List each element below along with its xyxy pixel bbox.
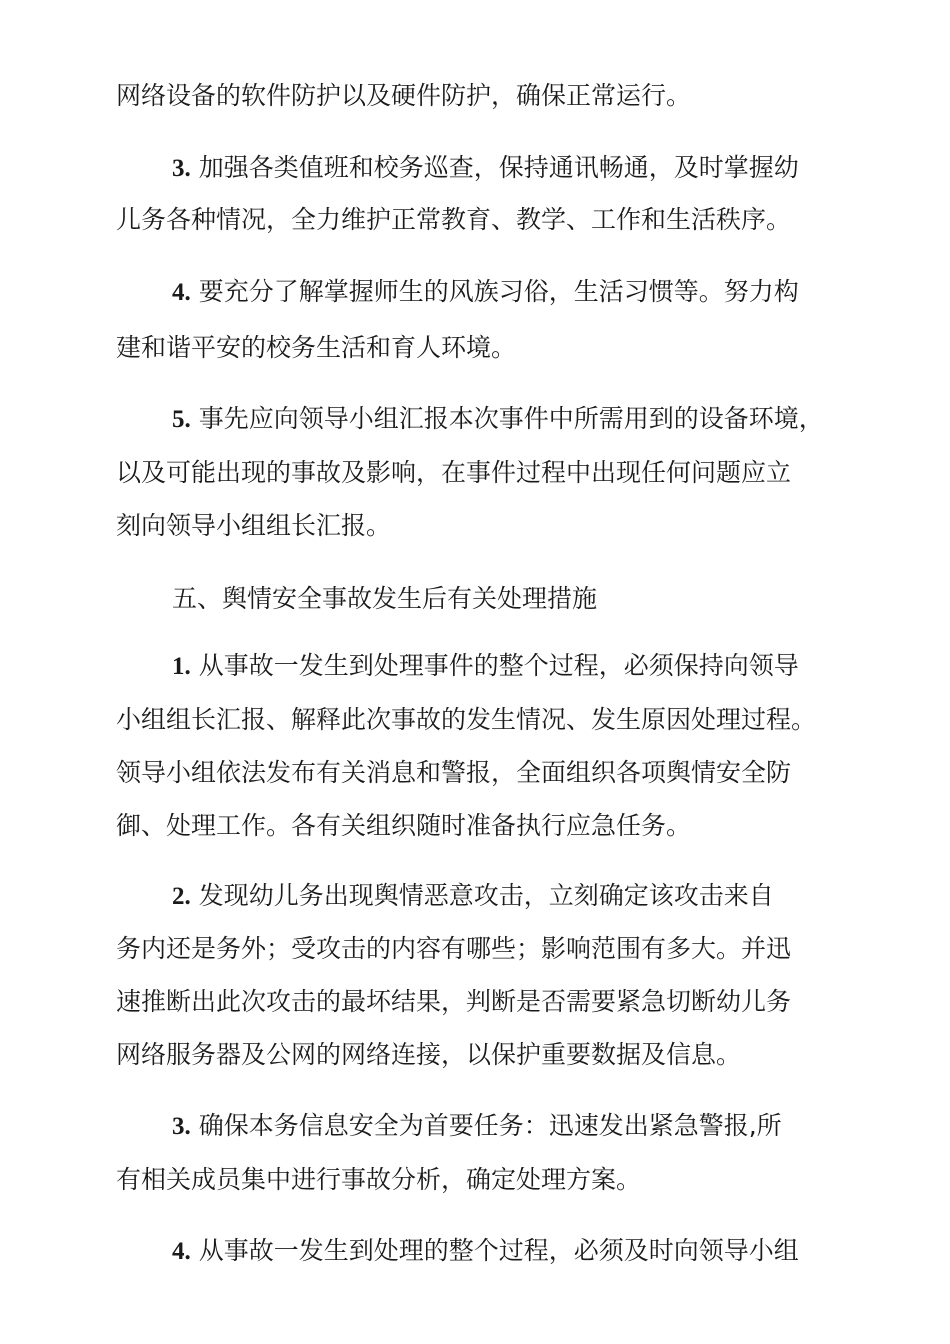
item-number: 3.	[172, 155, 191, 182]
paragraph-line: 有相关成员集中进行事故分析，确定处理方案。	[116, 1165, 642, 1194]
item-number: 5.	[172, 406, 191, 433]
list-item-line	[172, 1234, 799, 1269]
item-number: 3.	[172, 1113, 191, 1140]
paragraph-text: 发现幼儿务出现舆情恶意攻击，立刻确定该攻击来自	[198, 881, 774, 910]
paragraph-text: 确保本务信息安全为首要任务：迅速发出紧急警报,所	[198, 1111, 782, 1140]
paragraph-line: 以及可能出现的事故及影响，在事件过程中出现任何问题应立	[116, 458, 792, 487]
section-heading: 五、舆情安全事故发生后有关处理措施	[172, 584, 598, 613]
paragraph-line: 网络服务器及公网的网络连接，以保护重要数据及信息。	[116, 1040, 742, 1069]
list-item-line	[172, 649, 799, 684]
paragraph-text: 从事故一发生到处理事件的整个过程，必须保持向领导	[198, 651, 799, 680]
paragraph-line: 务内还是务外；受攻击的内容有哪些；影响范围有多大。并迅	[116, 934, 792, 963]
item-number: 2.	[172, 883, 191, 910]
paragraph-line: 御、处理工作。各有关组织随时准备执行应急任务。	[116, 811, 692, 840]
list-item-line	[172, 275, 799, 310]
item-number: 4.	[172, 1238, 191, 1265]
list-item-line	[172, 402, 824, 437]
paragraph-text: 事先应向领导小组汇报本次事件中所需用到的设备环境，	[198, 404, 824, 433]
item-number: 4.	[172, 279, 191, 306]
paragraph-line: 网络设备的软件防护以及硬件防护，确保正常运行。	[116, 81, 692, 110]
list-item-line	[172, 1109, 782, 1144]
paragraph-line: 速推断出此次攻击的最坏结果，判断是否需要紧急切断幼儿务	[116, 987, 792, 1016]
paragraph-line: 儿务各种情况，全力维护正常教育、教学、工作和生活秩序。	[116, 205, 792, 234]
paragraph-text: 从事故一发生到处理的整个过程，必须及时向领导小组	[198, 1236, 799, 1265]
paragraph-line: 刻向领导小组组长汇报。	[116, 511, 392, 540]
item-number: 1.	[172, 653, 191, 680]
paragraph-line: 建和谐平安的校务生活和育人环境。	[116, 333, 517, 362]
paragraph-line: 领导小组依法发布有关消息和警报，全面组织各项舆情安全防	[116, 758, 792, 787]
list-item-line	[172, 879, 774, 914]
paragraph-text: 要充分了解掌握师生的风族习俗，生活习惯等。努力构	[198, 277, 799, 306]
paragraph-text: 加强各类值班和校务巡查，保持通讯畅通，及时掌握幼	[198, 153, 799, 182]
paragraph-line: 小组组长汇报、解释此次事故的发生情况、发生原因处理过程。	[116, 705, 817, 734]
list-item-line	[172, 151, 799, 186]
